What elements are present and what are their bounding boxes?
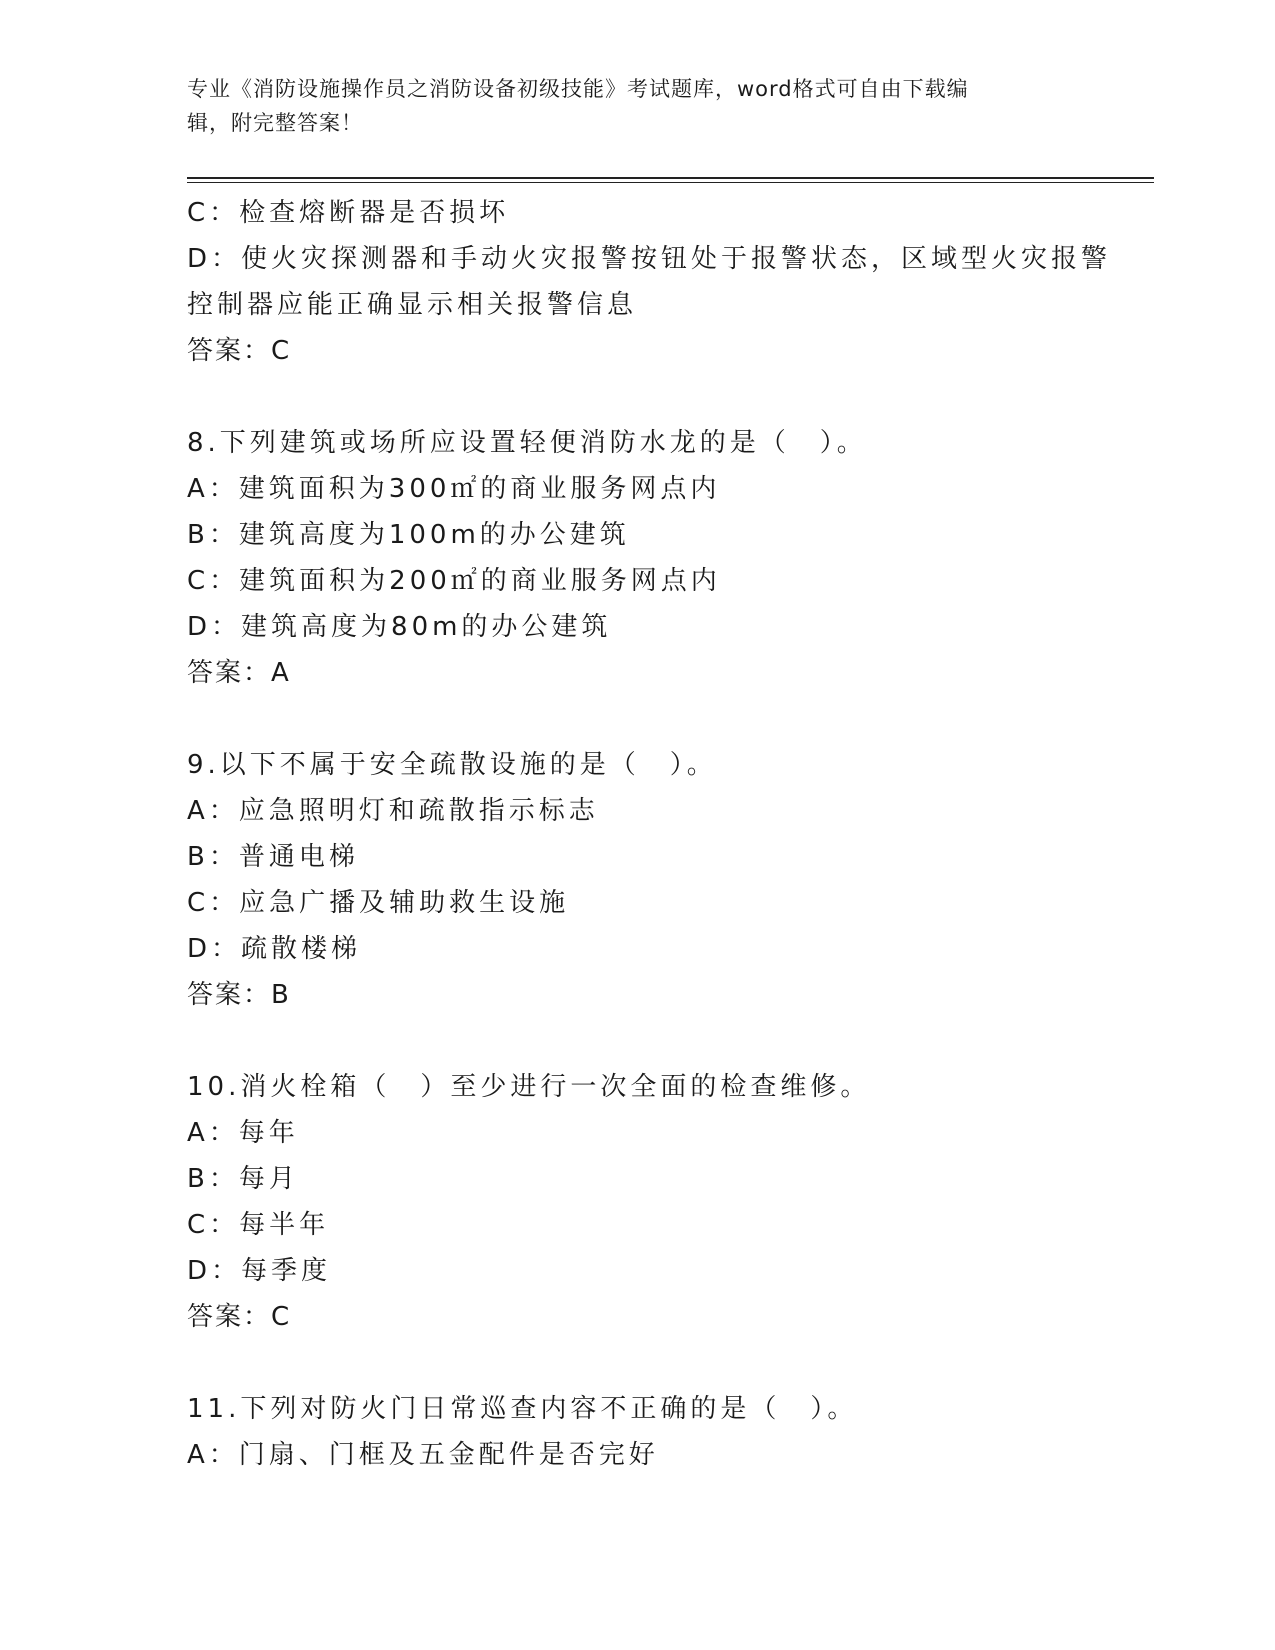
answer-line: 答案：A	[187, 658, 291, 688]
answer-line: 答案：C	[187, 336, 292, 366]
answer-line: 答案：B	[187, 980, 291, 1010]
option-b: B：建筑高度为100m的办公建筑	[187, 520, 630, 550]
header-line-1: 专业《消防设施操作员之消防设备初级技能》考试题库，word格式可自由下载编	[187, 77, 969, 101]
option-c: C：应急广播及辅助救生设施	[187, 888, 570, 918]
spacer	[187, 1018, 1087, 1064]
option-b: B：每月	[187, 1164, 299, 1194]
header-divider-thin	[187, 182, 1154, 183]
header-line-2: 辑，附完整答案！	[187, 111, 363, 135]
option-c: C：每半年	[187, 1210, 330, 1240]
question-stem: 9.以下不属于安全疏散设施的是（ ）。	[187, 750, 717, 780]
option-c: C：检查熔断器是否损坏	[187, 198, 510, 228]
answer-line: 答案：C	[187, 1302, 292, 1332]
question-stem: 10.消火栓箱（ ）至少进行一次全面的检查维修。	[187, 1072, 871, 1102]
option-d-continued: 控制器应能正确显示相关报警信息	[187, 290, 638, 320]
option-b: B：普通电梯	[187, 842, 359, 872]
option-d: D：疏散楼梯	[187, 934, 362, 964]
option-a: A：每年	[187, 1118, 299, 1148]
header-divider-thick	[187, 177, 1154, 179]
question-list	[187, 190, 1112, 1478]
question-stem: 8.下列建筑或场所应设置轻便消防水龙的是（ ）。	[187, 428, 867, 458]
spacer	[187, 696, 1087, 742]
question-stem: 11.下列对防火门日常巡查内容不正确的是（ ）。	[187, 1394, 858, 1424]
option-a: A：建筑面积为300㎡的商业服务网点内	[187, 474, 721, 504]
spacer	[187, 1340, 1087, 1386]
option-d: D：每季度	[187, 1256, 332, 1286]
option-d: D：建筑高度为80m的办公建筑	[187, 612, 612, 642]
option-a: A：应急照明灯和疏散指示标志	[187, 796, 599, 826]
option-d: D：使火灾探测器和手动火灾报警按钮处于报警状态，区域型火灾报警	[187, 244, 1112, 274]
spacer	[187, 374, 1087, 420]
document-header	[187, 72, 1067, 140]
option-a: A：门扇、门框及五金配件是否完好	[187, 1440, 659, 1470]
option-c: C：建筑面积为200㎡的商业服务网点内	[187, 566, 721, 596]
